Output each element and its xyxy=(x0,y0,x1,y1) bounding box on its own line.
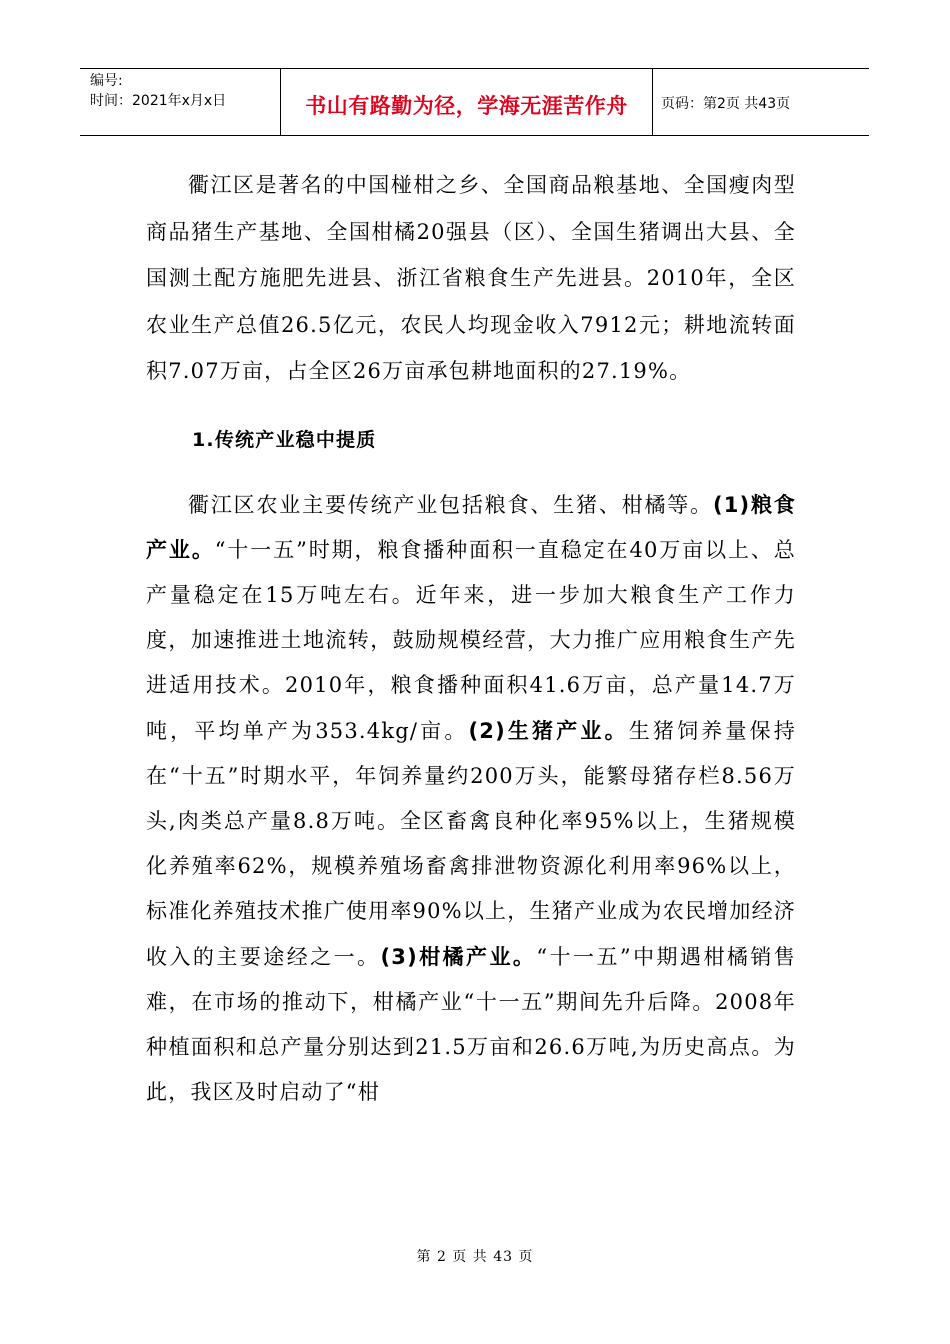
page-header xyxy=(80,68,869,136)
header-motto-cell xyxy=(281,69,653,135)
motto-text: 书山有路勤为径，学海无涯苦作舟 xyxy=(305,94,628,118)
pig-label: (2)生猪产业。 xyxy=(468,718,629,743)
section-heading: 1.传统产业稳中提质 xyxy=(192,428,377,451)
pig-text: 生猪饲养量保持在“十五”时期水平，年饲养量约200万头，能繁母猪存栏8.56万头,肉类总产量8.8万吨。全区畜禽良种化率95%以上，生猪规模化养殖率62%，规模养殖场畜禽排泄物资源化利用率96%以上，标准化养殖技术推广使用率90%以上，生猪产业成为农民增加经济收入的主要途经之一。 xyxy=(146,718,796,969)
document-body xyxy=(146,162,796,1115)
header-meta xyxy=(80,69,281,135)
time-label: 时间：2021年x月x日 xyxy=(90,93,227,109)
section-paragraph xyxy=(146,483,796,1116)
header-page-info xyxy=(653,69,869,135)
citrus-text: “十一五”中期遇柑橘销售难，在市场的推动下，柑橘产业“十一五”期间先升后降。2008年种植面积和总产量分别达到21.5万亩和26.6万吨,为历史高点。为此，我区及时启动了“柑 xyxy=(146,944,796,1105)
page-footer: 第 2 页 共 43 页 xyxy=(416,1249,534,1265)
serial-label: 编号: xyxy=(90,73,123,89)
page-info-text: 页码：第2页 共43页 xyxy=(661,96,791,112)
section-intro-text: 衢江区农业主要传统产业包括粮食、生猪、柑橘等。 xyxy=(188,492,713,517)
intro-paragraph: 衢江区是著名的中国椪柑之乡、全国商品粮基地、全国瘦肉型商品猪生产基地、全国柑橘20强县（区）、全国生猪调出大县、全国测土配方施肥先进县、浙江省粮食生产先进县。2010年，全区农业生产总值26.5亿元，农民人均现金收入7912元；耕地流转面积7.07万亩，占全区26万亩承包耕地面积的27.19%。 xyxy=(146,173,796,383)
grain-text: “十一五”时期，粮食播种面积一直稳定在40万亩以上、总产量稳定在15万吨左右。近年来，进一步加大粮食生产工作力度，加速推进土地流转，鼓励规模经营，大力推广应用粮食生产先进适用技术。2010年，粮食播种面积41.6万亩，总产量14.7万吨，平均单产为353.4kg/亩。 xyxy=(146,537,797,743)
citrus-label: (3)柑橘产业。 xyxy=(380,944,537,969)
grain-label: (1)粮食产业。 xyxy=(146,492,796,562)
